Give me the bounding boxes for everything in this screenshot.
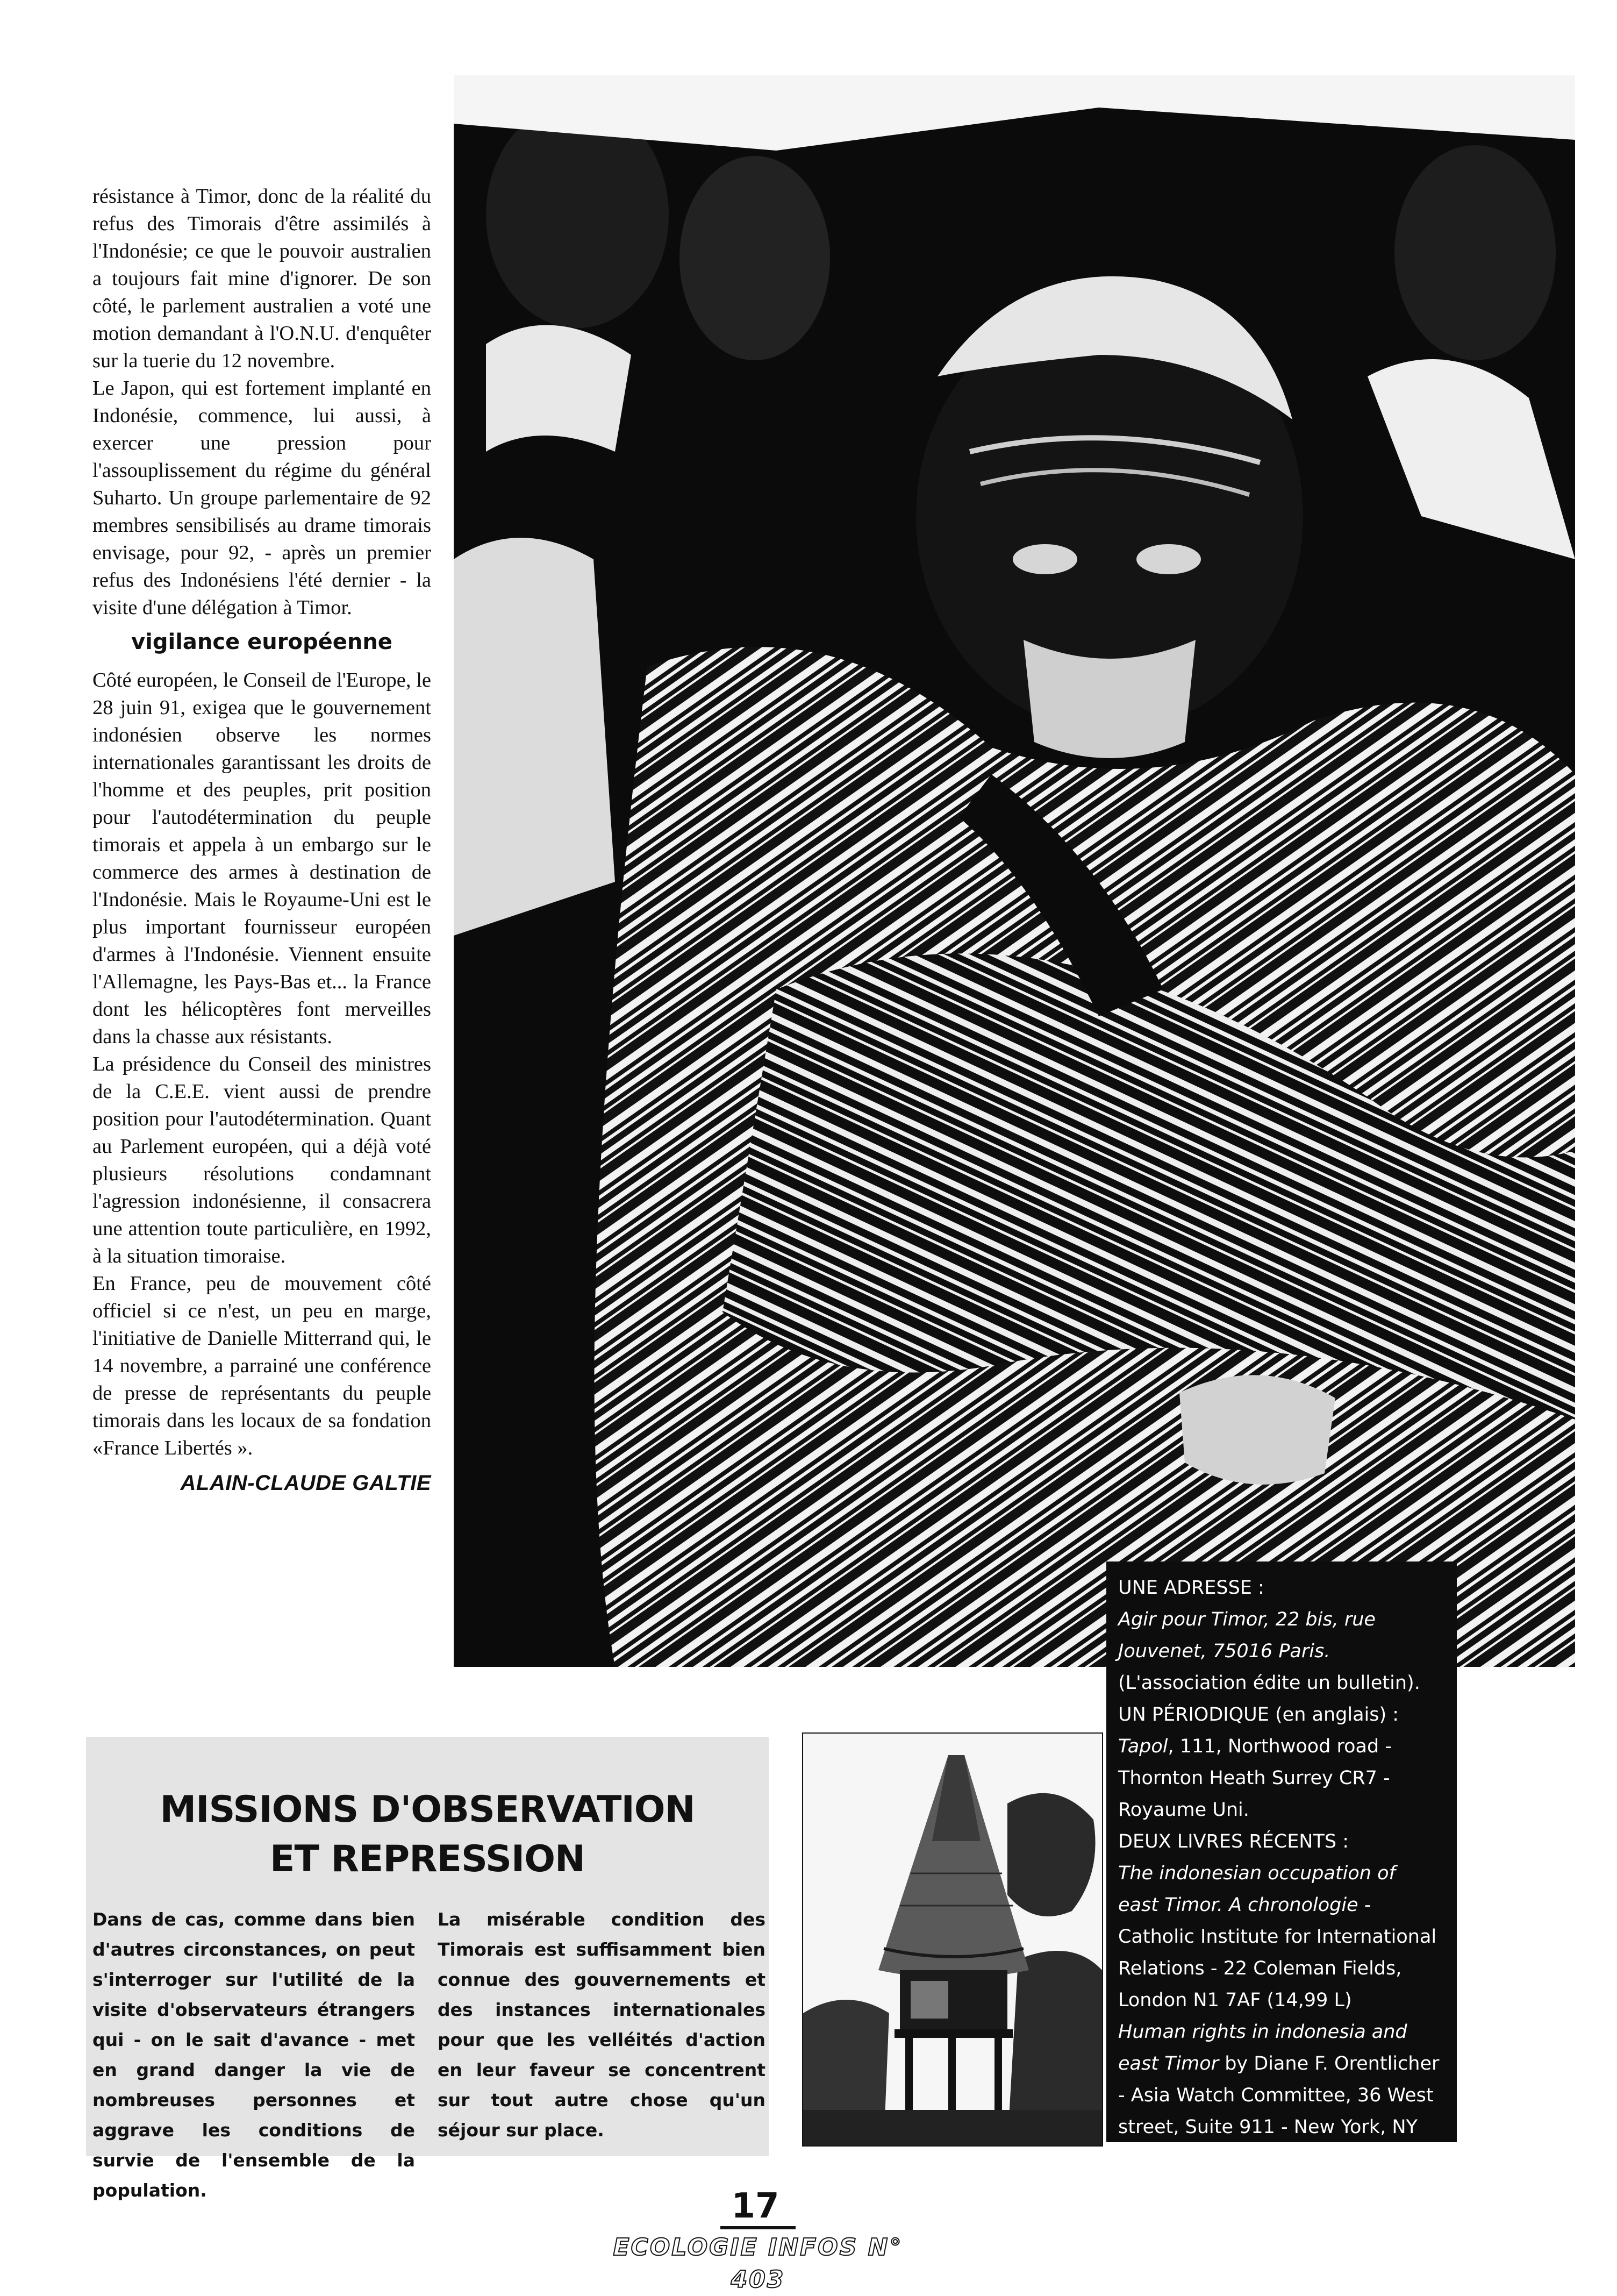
- page-number-rule: [720, 2226, 796, 2229]
- article-paragraph: résistance à Timor, donc de la réalité du refus des Timorais d'être assimilés à l'Indonésie; ce que le pouvoir australien a toujours fait mine d'ignorer. De son côté, le parlement australien a voté une motion demandant à l'O.N.U. d'enquêter sur la tuerie du 12 novembre.: [92, 185, 431, 372]
- address-line: Relations - 22 Coleman Fields,: [1118, 1958, 1402, 1979]
- article-subheading: vigilance européenne: [131, 630, 392, 654]
- article-paragraph: La présidence du Conseil des ministres de la C.E.E. vient aussi de prendre position pour l'autodétermination. Quant au Parlement européen, qui a déjà voté plusieurs résolutions condamnant l'agression indonésienne, il consacrera une attention toute particulière, en 1992, à la situation timoraise.: [92, 1053, 431, 1267]
- address-line-rest: , 111, Northwood road -: [1168, 1736, 1392, 1757]
- address-line: Human rights in indonesia and: [1118, 2021, 1407, 2043]
- address-line: Catholic Institute for International: [1118, 1926, 1437, 1948]
- address-line: Royaume Uni.: [1118, 1799, 1249, 1821]
- address-line-italic: Tapol: [1118, 1736, 1168, 1757]
- address-box: [1106, 1561, 1457, 2170]
- missions-title: [86, 1785, 769, 1884]
- address-line: street, Suite 911 - New York, NY: [1118, 2116, 1418, 2138]
- missions-column-1: Dans de cas, comme dans bien d'autres circonstances, on peut s'interroger sur l'utilité de la visite d'observateurs étrangers qui - on le sait d'avance - met en grand danger la vie de nombreuses personnes et aggrave les conditions de survie de l'ensemble de la population.: [92, 1909, 415, 2201]
- hut-illustration: [803, 1734, 1102, 2145]
- address-line: (L'association édite un bulletin).: [1118, 1672, 1420, 1694]
- address-line: Thornton Heath Surrey CR7 -: [1118, 1767, 1390, 1789]
- article-paragraph: Le Japon, qui est fortement implanté en Indonésie, commence, lui aussi, à exercer une pression pour l'assouplissement du régime du général Suharto. Un groupe parlementaire de 92 membres sensibilisés au drame timorais envisage, pour 92, - après un premier refus des Indonésiens l'été dernier - la visite d'une délégation à Timor.: [92, 377, 431, 619]
- hut-photo: [802, 1732, 1103, 2147]
- magazine-footer: ECOLOGIE INFOS N° 403: [613, 2234, 903, 2293]
- address-line: The indonesian occupation of: [1118, 1863, 1396, 1884]
- article-byline: ALAIN-CLAUDE GALTIE: [180, 1471, 431, 1495]
- address-line: - Asia Watch Committee, 36 West: [1118, 2085, 1434, 2106]
- missions-title-line-2: ET REPRESSION: [270, 1838, 585, 1880]
- address-line-italic: east Timor: [1118, 2053, 1219, 2074]
- address-line: Jouvenet, 75016 Paris.: [1118, 1641, 1330, 1662]
- address-line: London N1 7AF (14,99 L): [1118, 1990, 1352, 2011]
- address-line: [1118, 1731, 1444, 1763]
- main-photo-illustration: [454, 75, 1575, 1667]
- address-line: UNE ADRESSE :: [1118, 1577, 1264, 1599]
- missions-title-line-1: MISSIONS D'OBSERVATION: [160, 1788, 695, 1831]
- page-number: 17: [731, 2186, 779, 2226]
- article-paragraph: En France, peu de mouvement côté officiel si ce n'est, un peu en marge, l'initiative de Danielle Mitterrand qui, le 14 novembre, a parrainé une conférence de presse de représentants du peuple timorais dans les locaux de sa fondation «France Libertés ».: [92, 1272, 431, 1459]
- article-paragraph: Côté européen, le Conseil de l'Europe, le 28 juin 91, exigea que le gouvernement indonésien observe les normes internationales garantissant les droits de l'homme et des peuples, prit position pour l'autodétermination du peuple timorais et appela à un embargo sur le commerce des armes à destination de l'Indonésie. Mais le Royaume-Uni est le plus important fournisseur européen d'armes à l'Indonésie. Viennent ensuite l'Allemagne, les Pays-Bas et... la France dont les hélicoptères font merveilles dans la chasse aux résistants.: [92, 669, 431, 1048]
- address-line: UN PÉRIODIQUE (en anglais) :: [1118, 1704, 1399, 1725]
- address-line: [1118, 2048, 1444, 2080]
- address-line: Agir pour Timor, 22 bis, rue: [1118, 1609, 1376, 1630]
- address-line-rest: by Diane F. Orentlicher: [1219, 2053, 1440, 2074]
- missions-column-2: La misérable condition des Timorais est suffisamment bien connue des gouvernements et des instances internationales pour que les velléités d'action en leur faveur se concentrent sur tout autre chose qu'un séjour sur place.: [438, 1909, 765, 2141]
- missions-box: [86, 1737, 769, 2201]
- article-body: [92, 183, 431, 1497]
- main-photo-elder: [454, 75, 1575, 1667]
- address-line: DEUX LIVRES RÉCENTS :: [1118, 1831, 1349, 1852]
- address-line: east Timor. A chronologie -: [1118, 1894, 1371, 1916]
- address-line: 10036 USA (15 dollars).: [1118, 2148, 1343, 2170]
